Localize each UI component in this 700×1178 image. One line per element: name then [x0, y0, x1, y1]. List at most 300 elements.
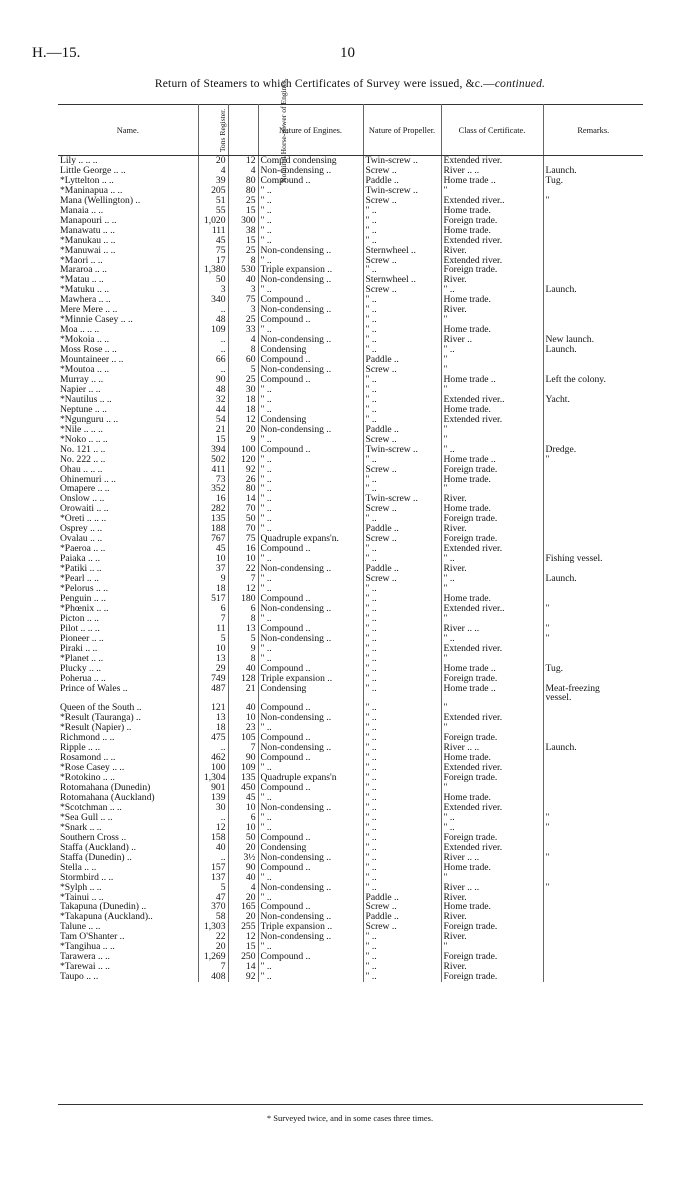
- cell-tons: 13: [198, 713, 228, 723]
- cell-engines: Quadruple expans'n.: [258, 534, 363, 544]
- table-row: [58, 196, 643, 206]
- cell-propeller: " ..: [363, 405, 441, 415]
- cell-engines: Non-condensing ..: [258, 713, 363, 723]
- cell-name: Pilot .. .. ..: [58, 624, 198, 634]
- cell-remarks: [543, 783, 643, 793]
- cell-name: Onslow .. ..: [58, 494, 198, 504]
- cell-engines: " ..: [258, 226, 363, 236]
- cell-name: *Sylph .. ..: [58, 883, 198, 893]
- table-row: [58, 325, 643, 335]
- cell-name: *Pelorus .. ..: [58, 584, 198, 594]
- cell-engines: Compound ..: [258, 783, 363, 793]
- cell-name: *Tainui .. ..: [58, 893, 198, 903]
- cell-remarks: Dredge.: [545, 444, 577, 455]
- table-row: [58, 674, 643, 684]
- cell-certificate: Extended river..: [441, 196, 543, 206]
- cell-horse-power: 70: [228, 504, 258, 514]
- cell-remarks: [543, 584, 643, 594]
- cell-propeller: " ..: [363, 335, 441, 345]
- cell-propeller: Screw ..: [363, 574, 441, 584]
- cell-remarks: [543, 614, 643, 624]
- cell-tons: 1,269: [198, 952, 228, 962]
- col-tons: Tons Register.: [198, 105, 228, 156]
- cell-engines: " ..: [258, 514, 363, 524]
- cell-certificate: Home trade.: [441, 504, 543, 514]
- cell-certificate: Foreign trade.: [441, 922, 543, 932]
- cell-tons: 18: [198, 723, 228, 733]
- cell-propeller: " ..: [363, 644, 441, 654]
- cell-horse-power: 9: [228, 644, 258, 654]
- cell-certificate: Extended river.: [441, 713, 543, 723]
- cell-name: Ohau .. .. ..: [58, 465, 198, 475]
- cell-name: Penguin .. ..: [58, 594, 198, 604]
- cell-remarks: ": [545, 603, 550, 614]
- cell-name: Plucky .. ..: [58, 664, 198, 674]
- cell-certificate: River.: [441, 893, 543, 903]
- cell-remarks: [543, 484, 643, 494]
- table-row: [58, 783, 643, 793]
- cell-tons: 205: [198, 186, 228, 196]
- cell-name: Rotomahana (Auckland): [58, 793, 198, 803]
- cell-horse-power: 3: [228, 285, 258, 295]
- cell-horse-power: 165: [228, 902, 258, 912]
- cell-remarks: ": [545, 633, 550, 644]
- cell-engines: " ..: [258, 504, 363, 514]
- cell-certificate: [441, 693, 543, 703]
- cell-horse-power: 14: [228, 494, 258, 504]
- cell-tons: 66: [198, 355, 228, 365]
- cell-propeller: Paddle ..: [363, 912, 441, 922]
- table-row: [58, 305, 643, 315]
- cell-horse-power: 38: [228, 226, 258, 236]
- cell-horse-power: 15: [228, 942, 258, 952]
- cell-propeller: Screw ..: [363, 922, 441, 932]
- cell-horse-power: 8: [228, 256, 258, 266]
- cell-propeller: Paddle ..: [363, 176, 441, 186]
- cell-remarks: [543, 534, 643, 544]
- cell-certificate: Home trade ..: [441, 664, 543, 674]
- cell-name: No. 222 .. ..: [58, 455, 198, 465]
- cell-certificate: ": [441, 723, 543, 733]
- cell-propeller: Screw ..: [363, 166, 441, 176]
- cell-remarks: [543, 962, 643, 972]
- cell-remarks: [543, 315, 643, 325]
- cell-certificate: Extended river..: [441, 395, 543, 405]
- cell-certificate: ": [441, 385, 543, 395]
- cell-name: *Patiki .. ..: [58, 564, 198, 574]
- table-row: [58, 664, 643, 674]
- cell-engines: " ..: [258, 236, 363, 246]
- table-row: [58, 584, 643, 594]
- cell-engines: " ..: [258, 285, 363, 295]
- cell-horse-power: 92: [228, 972, 258, 982]
- cell-horse-power: 6: [228, 604, 258, 614]
- cell-name: Manaia .. ..: [58, 206, 198, 216]
- cell-remarks: [543, 216, 643, 226]
- cell-engines: Compound ..: [258, 315, 363, 325]
- table-row: [58, 624, 643, 634]
- cell-tons: 16: [198, 494, 228, 504]
- cell-remarks: [543, 226, 643, 236]
- cell-certificate: Home trade.: [441, 405, 543, 415]
- cell-tons: ..: [198, 743, 228, 753]
- cell-remarks: [543, 256, 643, 266]
- cell-name: Poherua .. ..: [58, 674, 198, 684]
- cell-tons: 411: [198, 465, 228, 475]
- cell-propeller: Screw ..: [363, 365, 441, 375]
- cell-certificate: " ..: [441, 345, 543, 355]
- cell-tons: 48: [198, 315, 228, 325]
- cell-name: *Manukau .. ..: [58, 236, 198, 246]
- cell-engines: " ..: [258, 216, 363, 226]
- cell-propeller: Screw ..: [363, 534, 441, 544]
- cell-engines: Compound ..: [258, 594, 363, 604]
- cell-tons: 1,380: [198, 265, 228, 275]
- cell-engines: Compound ..: [258, 664, 363, 674]
- cell-name: *Pearl .. ..: [58, 574, 198, 584]
- cell-remarks: [543, 803, 643, 813]
- cell-remarks: [543, 494, 643, 504]
- cell-propeller: " ..: [363, 654, 441, 664]
- cell-remarks: [543, 405, 643, 415]
- cell-horse-power: 12: [228, 584, 258, 594]
- cell-propeller: " ..: [363, 823, 441, 833]
- cell-name: Manawatu .. ..: [58, 226, 198, 236]
- cell-engines: Triple expansion ..: [258, 674, 363, 684]
- cell-certificate: ": [441, 783, 543, 793]
- cell-tons: 408: [198, 972, 228, 982]
- cell-horse-power: 22: [228, 564, 258, 574]
- cell-remarks: [543, 365, 643, 375]
- cell-horse-power: 45: [228, 793, 258, 803]
- table-row: [58, 236, 643, 246]
- cell-tons: 21: [198, 425, 228, 435]
- cell-tons: 45: [198, 544, 228, 554]
- table-row: [58, 335, 643, 345]
- cell-engines: Non-condensing ..: [258, 305, 363, 315]
- table-row: [58, 912, 643, 922]
- cell-engines: " ..: [258, 793, 363, 803]
- cell-propeller: " ..: [363, 833, 441, 843]
- cell-certificate: " ..: [441, 554, 543, 564]
- cell-propeller: Twin-screw ..: [363, 156, 441, 166]
- table-row: [58, 176, 643, 186]
- cell-engines: Non-condensing ..: [258, 912, 363, 922]
- cell-propeller: " ..: [363, 763, 441, 773]
- table-row: [58, 902, 643, 912]
- cell-certificate: ": [441, 186, 543, 196]
- cell-horse-power: 3½: [228, 853, 258, 863]
- table-row: [58, 385, 643, 395]
- cell-remarks: ": [545, 623, 550, 634]
- cell-remarks: [543, 902, 643, 912]
- page-number: 10: [340, 45, 355, 61]
- cell-certificate: Home trade ..: [441, 455, 543, 465]
- cell-certificate: Extended river.: [441, 544, 543, 554]
- cell-remarks: Fishing vessel.: [545, 554, 603, 565]
- cell-horse-power: 135: [228, 773, 258, 783]
- cell-remarks: [543, 753, 643, 763]
- cell-certificate: River .. ..: [441, 166, 543, 176]
- cell-engines: " ..: [258, 614, 363, 624]
- table-row: [58, 445, 643, 455]
- cell-horse-power: 20: [228, 843, 258, 853]
- cell-propeller: " ..: [363, 713, 441, 723]
- cell-name: *Manuwai .. ..: [58, 246, 198, 256]
- cell-horse-power: 21: [228, 684, 258, 694]
- cell-engines: Compound ..: [258, 753, 363, 763]
- cell-horse-power: 8: [228, 654, 258, 664]
- cell-horse-power: 4: [228, 335, 258, 345]
- cell-engines: Compound ..: [258, 863, 363, 873]
- cell-certificate: Foreign trade.: [441, 465, 543, 475]
- cell-propeller: " ..: [363, 703, 441, 713]
- cell-remarks: [543, 475, 643, 485]
- cell-propeller: " ..: [363, 972, 441, 982]
- cell-horse-power: 50: [228, 514, 258, 524]
- cell-propeller: Screw ..: [363, 465, 441, 475]
- cell-name: Murray .. ..: [58, 375, 198, 385]
- cell-horse-power: 26: [228, 475, 258, 485]
- cell-name: *Lyttelton .. ..: [58, 176, 198, 186]
- table-row: [58, 544, 643, 554]
- cell-certificate: Foreign trade.: [441, 952, 543, 962]
- cell-name: Southern Cross ..: [58, 833, 198, 843]
- cell-engines: Compound ..: [258, 703, 363, 713]
- cell-name: Lily .. .. ..: [58, 156, 198, 166]
- table-row: [58, 753, 643, 763]
- cell-propeller: " ..: [363, 813, 441, 823]
- cell-certificate: River.: [441, 305, 543, 315]
- cell-propeller: " ..: [363, 325, 441, 335]
- cell-horse-power: 300: [228, 216, 258, 226]
- cell-horse-power: 450: [228, 783, 258, 793]
- col-horse-power: Nominal Horse-power of Engines.: [228, 105, 258, 156]
- table-row: [58, 813, 643, 823]
- cell-engines: Non-condensing ..: [258, 246, 363, 256]
- cell-name: *Matau .. ..: [58, 275, 198, 285]
- cell-remarks: Launch.: [545, 345, 577, 356]
- cell-name: *Nautilus .. ..: [58, 395, 198, 405]
- cell-remarks: Yacht.: [545, 394, 570, 405]
- cell-horse-power: 25: [228, 315, 258, 325]
- cell-name: Talune .. ..: [58, 922, 198, 932]
- cell-certificate: Foreign trade.: [441, 265, 543, 275]
- cell-propeller: " ..: [363, 942, 441, 952]
- cell-propeller: Sternwheel ..: [363, 246, 441, 256]
- cell-engines: " ..: [258, 405, 363, 415]
- cell-engines: " ..: [258, 644, 363, 654]
- cell-horse-power: 50: [228, 833, 258, 843]
- cell-engines: Non-condensing ..: [258, 803, 363, 813]
- cell-remarks: Meat-freezing: [545, 683, 600, 694]
- cell-certificate: River.: [441, 246, 543, 256]
- cell-engines: Non-condensing ..: [258, 634, 363, 644]
- cell-propeller: " ..: [363, 226, 441, 236]
- cell-horse-power: [228, 693, 258, 703]
- cell-propeller: Paddle ..: [363, 425, 441, 435]
- table-row: [58, 365, 643, 375]
- cell-remarks: ": [545, 852, 550, 863]
- cell-horse-power: 33: [228, 325, 258, 335]
- cell-remarks: [543, 932, 643, 942]
- cell-remarks: [543, 763, 643, 773]
- cell-name: *Tarewai .. ..: [58, 962, 198, 972]
- cell-horse-power: 3: [228, 305, 258, 315]
- cell-name: Rosamond .. ..: [58, 753, 198, 763]
- cell-propeller: " ..: [363, 733, 441, 743]
- cell-tons: 282: [198, 504, 228, 514]
- cell-remarks: [543, 186, 643, 196]
- cell-certificate: Home trade.: [441, 594, 543, 604]
- cell-tons: 51: [198, 196, 228, 206]
- cell-engines: " ..: [258, 196, 363, 206]
- cell-name: Tarawera .. ..: [58, 952, 198, 962]
- cell-tons: 340: [198, 295, 228, 305]
- cell-name: Mana (Wellington) ..: [58, 196, 198, 206]
- table-row: [58, 226, 643, 236]
- cell-horse-power: 18: [228, 395, 258, 405]
- cell-certificate: River .. ..: [441, 853, 543, 863]
- cell-tons: 45: [198, 236, 228, 246]
- cell-tons: 135: [198, 514, 228, 524]
- col-class-certificate: Class of Certificate.: [441, 105, 543, 156]
- cell-remarks: Left the colony.: [545, 374, 606, 385]
- cell-name: *Nile .. .. ..: [58, 425, 198, 435]
- cell-horse-power: 23: [228, 723, 258, 733]
- cell-horse-power: 20: [228, 425, 258, 435]
- cell-name: No. 121 .. ..: [58, 445, 198, 455]
- cell-tons: 32: [198, 395, 228, 405]
- table-row: [58, 484, 643, 494]
- cell-propeller: Screw ..: [363, 902, 441, 912]
- cell-propeller: " ..: [363, 664, 441, 674]
- table-row: [58, 554, 643, 564]
- cell-tons: ..: [198, 345, 228, 355]
- cell-engines: " ..: [258, 465, 363, 475]
- cell-propeller: Screw ..: [363, 504, 441, 514]
- cell-certificate: ": [441, 355, 543, 365]
- cell-propeller: Screw ..: [363, 196, 441, 206]
- cell-propeller: " ..: [363, 455, 441, 465]
- cell-certificate: River.: [441, 524, 543, 534]
- cell-remarks: [543, 514, 643, 524]
- table-row: [58, 863, 643, 873]
- cell-propeller: " ..: [363, 753, 441, 763]
- cell-engines: Compound ..: [258, 375, 363, 385]
- cell-remarks: [543, 156, 643, 166]
- cell-tons: 17: [198, 256, 228, 266]
- cell-engines: Non-condensing ..: [258, 743, 363, 753]
- cell-name: *Scotchman .. ..: [58, 803, 198, 813]
- cell-name: *Mokoia .. ..: [58, 335, 198, 345]
- cell-certificate: River .. ..: [441, 743, 543, 753]
- cell-remarks: [543, 206, 643, 216]
- cell-certificate: Home trade.: [441, 295, 543, 305]
- cell-name: Mere Mere .. ..: [58, 305, 198, 315]
- cell-remarks: [543, 465, 643, 475]
- cell-horse-power: 10: [228, 554, 258, 564]
- cell-name: *Phœnix .. ..: [58, 604, 198, 614]
- cell-engines: " ..: [258, 186, 363, 196]
- cell-name: Pioneer .. ..: [58, 634, 198, 644]
- cell-name: Ovalau .. ..: [58, 534, 198, 544]
- cell-engines: Compound ..: [258, 733, 363, 743]
- cell-remarks: [543, 355, 643, 365]
- cell-horse-power: 90: [228, 753, 258, 763]
- cell-propeller: " ..: [363, 295, 441, 305]
- cell-propeller: Twin-screw ..: [363, 494, 441, 504]
- cell-propeller: " ..: [363, 853, 441, 863]
- cell-name: Manapouri .. ..: [58, 216, 198, 226]
- cell-horse-power: 12: [228, 156, 258, 166]
- cell-engines: " ..: [258, 256, 363, 266]
- table-row: [58, 952, 643, 962]
- cell-tons: 5: [198, 634, 228, 644]
- cell-horse-power: 4: [228, 883, 258, 893]
- table-row: [58, 713, 643, 723]
- cell-name: Staffa (Dunedin) ..: [58, 853, 198, 863]
- cell-remarks: Launch.: [545, 285, 577, 296]
- cell-tons: 502: [198, 455, 228, 465]
- cell-certificate: Home trade.: [441, 226, 543, 236]
- cell-remarks: [543, 952, 643, 962]
- cell-certificate: " ..: [441, 445, 543, 455]
- cell-tons: 75: [198, 246, 228, 256]
- cell-engines: Condensing: [258, 843, 363, 853]
- cell-remarks: Tug.: [545, 663, 564, 674]
- cell-name: Mountaineer .. ..: [58, 355, 198, 365]
- col-name: Name.: [58, 105, 198, 156]
- cell-name: Rotomahana (Dunedin): [58, 783, 198, 793]
- cell-certificate: Extended river.: [441, 236, 543, 246]
- cell-certificate: ": [441, 315, 543, 325]
- cell-horse-power: 250: [228, 952, 258, 962]
- cell-certificate: Foreign trade.: [441, 972, 543, 982]
- table-row: [58, 415, 643, 425]
- cell-tons: 50: [198, 275, 228, 285]
- cell-propeller: Paddle ..: [363, 893, 441, 903]
- cell-remarks: [543, 773, 643, 783]
- cell-certificate: " ..: [441, 574, 543, 584]
- table-row: [58, 265, 643, 275]
- cell-remarks: vessel.: [545, 693, 572, 704]
- cell-horse-power: 9: [228, 435, 258, 445]
- cell-certificate: River.: [441, 564, 543, 574]
- cell-propeller: " ..: [363, 624, 441, 634]
- cell-horse-power: 7: [228, 574, 258, 584]
- cell-certificate: ": [441, 484, 543, 494]
- cell-tons: ..: [198, 305, 228, 315]
- table-row: [58, 494, 643, 504]
- cell-certificate: Home trade.: [441, 902, 543, 912]
- cell-engines: " ..: [258, 763, 363, 773]
- cell-name: *Matuku .. ..: [58, 285, 198, 295]
- cell-certificate: Home trade ..: [441, 375, 543, 385]
- cell-remarks: [543, 873, 643, 883]
- cell-name: Richmond .. ..: [58, 733, 198, 743]
- cell-certificate: Foreign trade.: [441, 674, 543, 684]
- table-row: [58, 942, 643, 952]
- table-row: [58, 693, 643, 703]
- cell-tons: 487: [198, 684, 228, 694]
- cell-horse-power: 105: [228, 733, 258, 743]
- cell-engines: Compound ..: [258, 445, 363, 455]
- cell-remarks: [543, 833, 643, 843]
- cell-name: *Takapuna (Auckland)..: [58, 912, 198, 922]
- cell-tons: 121: [198, 703, 228, 713]
- title-continued: continued.: [494, 78, 546, 90]
